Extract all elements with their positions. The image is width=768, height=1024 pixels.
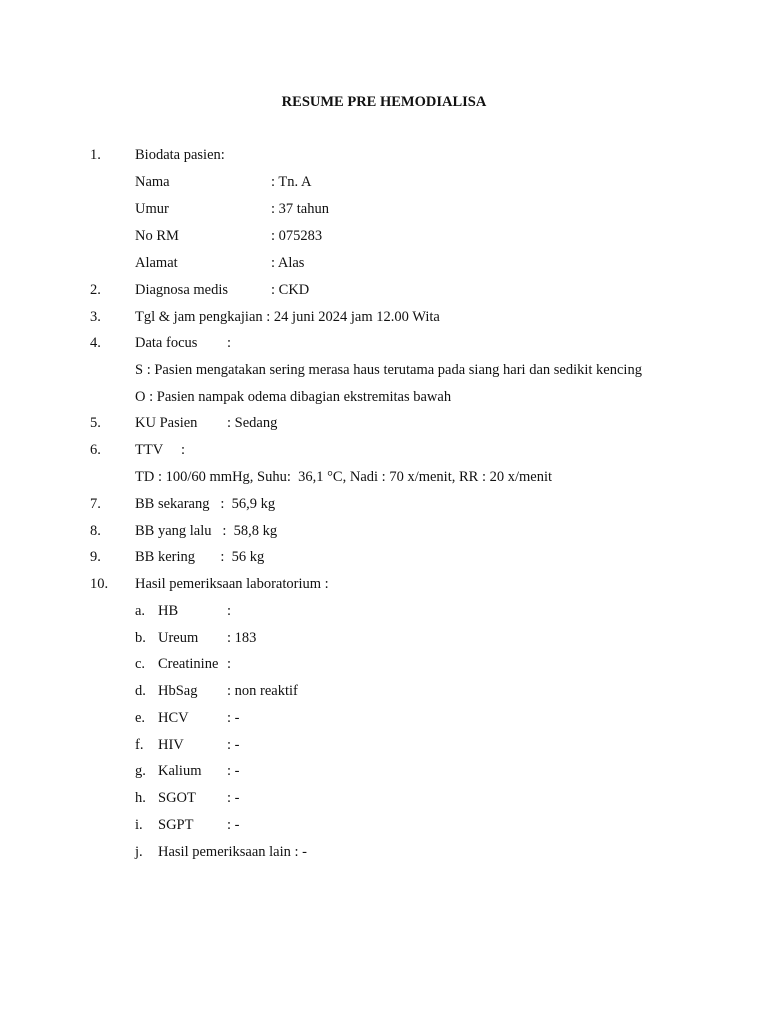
lab-letter: i. xyxy=(135,817,143,833)
lab-name-hiv: HIV xyxy=(158,737,184,753)
item-number: 8. xyxy=(90,523,101,539)
lab-value-hiv: : - xyxy=(227,737,240,753)
lab-letter: f. xyxy=(135,737,144,753)
lab-value-hbsag: : non reaktif xyxy=(227,683,298,699)
lab-name-creatinine: Creatinine xyxy=(158,656,219,672)
lab-name-sgot: SGOT xyxy=(158,790,196,806)
item-number: 10. xyxy=(90,576,109,592)
lab-name-sgpt: SGPT xyxy=(158,817,194,833)
lab-value-creatinine: : xyxy=(227,656,232,672)
lab-letter: e. xyxy=(135,710,146,726)
item-number: 9. xyxy=(90,549,101,565)
lab-letter: b. xyxy=(135,630,146,646)
lab-other-results: Hasil pemeriksaan lain : - xyxy=(158,844,307,860)
document-title: RESUME PRE HEMODIALISA xyxy=(281,94,487,110)
item-number: 3. xyxy=(90,309,101,325)
item-number: 6. xyxy=(90,442,101,458)
field-label-alamat: Alamat xyxy=(135,255,178,271)
ku-value: : Sedang xyxy=(227,415,278,431)
ku-label: KU Pasien xyxy=(135,415,198,431)
data-focus-label: Data focus xyxy=(135,335,198,351)
data-focus-subjective: S : Pasien mengatakan sering merasa haus terutama pada siang hari dan sedikit kencing xyxy=(135,362,642,378)
field-value-umur: : 37 tahun xyxy=(271,201,329,217)
item-number: 5. xyxy=(90,415,101,431)
lab-name-hb: HB xyxy=(158,603,179,619)
item-number: 7. xyxy=(90,496,101,512)
bb-yang-lalu: BB yang lalu : 58,8 kg xyxy=(135,523,278,539)
diagnosa-label: Diagnosa medis xyxy=(135,282,229,298)
diagnosa-value: : CKD xyxy=(271,282,310,298)
ttv-label: TTV xyxy=(135,442,164,458)
data-focus-objective: O : Pasien nampak odema dibagian ekstremitas bawah xyxy=(135,389,452,405)
lab-value-kalium: : - xyxy=(227,763,240,779)
lab-letter: h. xyxy=(135,790,146,806)
field-value-alamat: : Alas xyxy=(271,255,305,271)
field-value-norm: : 075283 xyxy=(271,228,323,244)
item-number: 2. xyxy=(90,282,101,298)
lab-value-sgpt: : - xyxy=(227,817,240,833)
field-label-norm: No RM xyxy=(135,228,179,244)
lab-value-sgot: : - xyxy=(227,790,240,806)
lab-name-hbsag: HbSag xyxy=(158,683,198,699)
data-focus-colon: : xyxy=(227,335,232,351)
lab-letter: g. xyxy=(135,763,146,779)
field-label-nama: Nama xyxy=(135,174,170,190)
item-number: 1. xyxy=(90,147,101,163)
bb-sekarang: BB sekarang : 56,9 kg xyxy=(135,496,276,512)
lab-value-hcv: : - xyxy=(227,710,240,726)
lab-name-hcv: HCV xyxy=(158,710,189,726)
biodata-heading: Biodata pasien: xyxy=(135,147,225,163)
lab-value-hb: : xyxy=(227,603,232,619)
lab-letter: c. xyxy=(135,656,146,672)
lab-letter: d. xyxy=(135,683,146,699)
lab-heading: Hasil pemeriksaan laboratorium : xyxy=(135,576,329,592)
lab-value-ureum: : 183 xyxy=(227,630,257,646)
lab-name-kalium: Kalium xyxy=(158,763,202,779)
lab-letter: a. xyxy=(135,603,146,619)
pengkajian-text: Tgl & jam pengkajian : 24 juni 2024 jam 12.00 Wita xyxy=(135,309,440,325)
field-value-nama: : Tn. A xyxy=(271,174,312,190)
bb-kering: BB kering : 56 kg xyxy=(135,549,265,565)
lab-name-ureum: Ureum xyxy=(158,630,199,646)
ttv-colon: : xyxy=(181,442,186,458)
ttv-detail: TD : 100/60 mmHg, Suhu: 36,1 °C, Nadi : 70 x/menit, RR : 20 x/menit xyxy=(135,469,553,485)
field-label-umur: Umur xyxy=(135,201,169,217)
lab-letter: j. xyxy=(135,844,143,860)
item-number: 4. xyxy=(90,335,101,351)
